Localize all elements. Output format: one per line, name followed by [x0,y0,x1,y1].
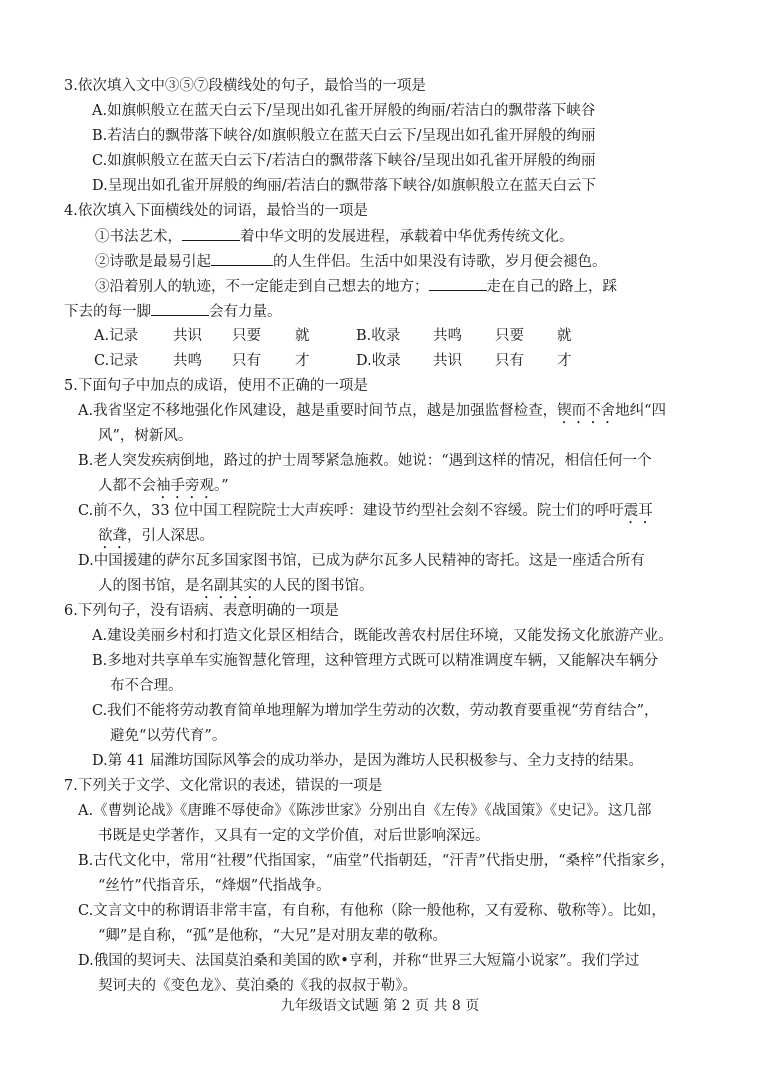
q5-option-d-line-1: D.中国援建的萨尔瓦多国家图书馆，已成为萨尔瓦多人民精神的寄托。这是一座适合所有 [78,553,645,569]
q4-s3-post: 走在自己的路上，踩 [486,279,617,295]
q7-option-c-line-1: C.文言文中的称谓语非常丰富，有自称，有他称（除一般他称，又有爱称、敬称等）。比如， [78,903,666,919]
q3-option-b: B.若洁白的飘带落下峡谷/如旗帜般立在蓝天白云下/呈现出如孔雀开屏般的绚丽 [92,128,596,144]
q7-option-d-line-2: 契诃夫的《变色龙》、莫泊桑的《我的叔叔于勒》。 [98,978,417,994]
q4-opt-d-1: D.收录 [356,353,401,369]
q4-sentence-3-cont [64,301,282,322]
q7-option-b-line-2: “丝竹”代指音乐，“烽烟”代指战争。 [98,878,331,894]
q5-option-b-line-1: B.老人突发疾病倒地，路过的护士周琴紧急施救。她说：“遇到这样的情况，相信任何一个 [78,453,652,469]
q7-stem: 7.下列关于文学、文化常识的表述，错误的一项是 [64,778,383,794]
q4-blank-2 [211,251,273,266]
q6-option-b-line-2: 布不合理。 [110,678,183,694]
q4-opt-a-3: 只要 [232,328,261,344]
q4-opt-c-2: 共鸣 [173,353,202,369]
q5-d-post: 的人民的图书馆。 [257,578,374,594]
q4-opt-c-3: 只有 [232,353,261,369]
q6-stem: 6.下列句子，没有语病、表意明确的一项是 [64,603,339,619]
q5-b-pre: 人都不会 [98,478,156,494]
q4-opt-b-3: 只要 [495,328,524,344]
q6-option-a: A.建设美丽乡村和打造文化景区相结合，既能改善农村居住环境，又能发扬文化旅游产业。 [92,628,673,644]
q5-option-c-line-1 [78,501,653,527]
q5-c-dotted-idiom-2: 欲聋 [98,528,127,544]
q6-option-c-line-1: C.我们不能将劳动教育简单地理解为增加学生劳动的次数，劳动教育要重视“劳育结合”， [92,703,659,719]
q4-opt-a-1: A.记录 [94,328,139,344]
q4-sentence-3 [95,276,617,297]
q5-a-pre: A.我省坚定不移地强化作风建设，越是重要时间节点，越是加强监督检查， [78,403,558,419]
q5-option-a-line-2: 风”，树新风。 [98,428,193,444]
q5-option-d-line-2 [98,576,374,602]
q4-s3-pre: ③沿着别人的轨迹，不一定能走到自己想去的地方； [95,279,429,295]
q7-option-c-line-2: “卿”是自称，“孤”是他称，“大兄”是对朋友辈的敬称。 [98,928,447,944]
q4-s1-post: 着中华文明的发展进程，承载着中华优秀传统文化。 [240,229,574,245]
q5-b-post: 。” [214,478,229,494]
q7-option-d-line-1: D.俄国的契诃夫、法国莫泊桑和美国的欧•亨利，并称“世界三大短篇小说家”。我们学过 [78,953,640,969]
q4-opt-c-1: C.记录 [94,353,139,369]
q4-s1-pre: ①书法艺术， [95,229,182,245]
q4-opt-d-4: 才 [557,353,572,369]
q4-opt-b-1: B.收录 [356,328,401,344]
q7-option-a-line-2: 书既是史学著作，又具有一定的文学价值，对后世影响深远。 [98,828,490,844]
q6-option-c-line-2: 避免“以劳代育”。 [110,728,227,744]
q4-stem: 4.依次填入下面横线处的词语，最恰当的一项是 [64,203,368,219]
q4-blank-1 [182,226,240,241]
q5-c-post: ，引人深思。 [127,528,214,544]
q5-c-dotted-idiom-1: 震耳 [623,503,653,519]
q3-option-a: A.如旗帜般立在蓝天白云下/呈现出如孔雀开屏般的绚丽/若洁白的飘带落下峡谷 [92,103,596,119]
q5-b-dotted-idiom: 袖手旁观 [156,478,214,494]
q5-option-a-line-1 [78,401,666,427]
q5-option-c-line-2 [98,526,214,552]
q7-option-a-line-1: A.《曹刿论战》《唐雎不辱使命》《陈涉世家》分别出自《左传》《战国策》《史记》。这几部 [78,803,652,819]
q4-opt-d-3: 只有 [495,353,524,369]
q3-option-d: D.呈现出如孔雀开屏般的绚丽/若洁白的飘带落下峡谷/如旗帜般立在蓝天白云下 [92,178,596,194]
q4-sentence-2 [95,251,607,272]
q3-option-c: C.如旗帜般立在蓝天白云下/若洁白的飘带落下峡谷/呈现出如孔雀开屏般的绚丽 [92,153,596,169]
q4-blank-4 [151,301,209,316]
q5-d-pre: 人的图书馆，是 [98,578,200,594]
q4-s3-l2-post: 会有力量。 [209,304,282,320]
q5-a-dotted-idiom: 锲而不舍 [557,403,616,419]
q4-opt-c-4: 才 [295,353,310,369]
q7-option-b-line-1: B.古代文化中，常用“社稷”代指国家，“庙堂”代指朝廷，“汗青”代指史册，“桑梓”代指家乡， [78,853,675,869]
q5-c-pre: C.前不久，33 位中国工程院院士大声疾呼：建设节约型社会刻不容缓。院士们的呼吁 [78,503,624,519]
q4-opt-a-2: 共识 [173,328,202,344]
q6-option-b-line-1: B.多地对共享单车实施智慧化管理，这种管理方式既可以精准调度车辆，又能解决车辆分 [92,653,659,669]
q5-option-b-line-2 [98,476,229,502]
q6-option-d: D.第 41 届潍坊国际风筝会的成功举办，是因为潍坊人民积极参与、全力支持的结果。 [92,753,643,769]
page-footer: 九年级语文试题 第 2 页 共 8 页 [280,998,480,1014]
q5-a-post: 地纠“四 [615,403,666,419]
q4-opt-a-4: 就 [295,328,310,344]
q5-d-dotted-idiom: 名副其实 [199,578,258,594]
q4-opt-b-2: 共鸣 [433,328,462,344]
q5-stem: 5.下面句子中加点的成语，使用不正确的一项是 [64,378,368,394]
q4-blank-3 [429,276,487,291]
q3-stem: 3.依次填入文中③⑤⑦段横线处的句子，最恰当的一项是 [64,78,426,94]
q4-s2-post: 的人生伴侣。生活中如果没有诗歌，岁月便会褪色。 [273,254,607,270]
q4-s2-pre: ②诗歌是最易引起 [95,254,211,270]
q4-sentence-1 [95,226,574,247]
q4-s3-l2-pre: 下去的每一脚 [64,304,151,320]
q4-opt-b-4: 就 [557,328,572,344]
q4-opt-d-2: 共识 [433,353,462,369]
